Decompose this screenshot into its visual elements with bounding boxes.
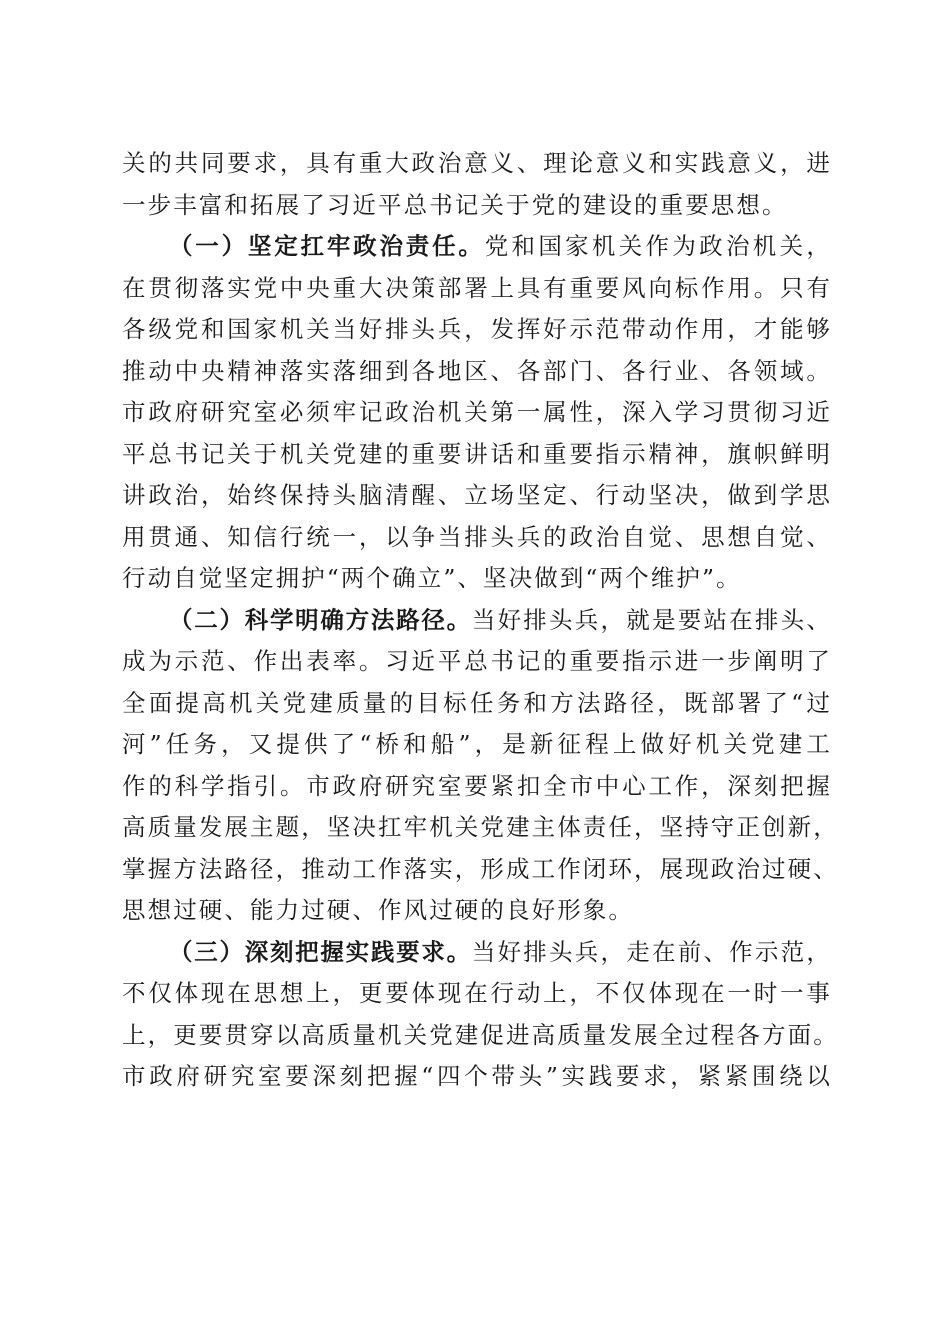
section-heading: （三）深刻把握实践要求。: [169, 937, 472, 966]
text-line: [122, 600, 832, 642]
text-run: 当好排头兵，就是要站在排头、: [471, 605, 832, 634]
text-line: 各级党和国家机关当好排头兵，发挥好示范带动作用，才能够: [122, 315, 832, 343]
text-line: 关的共同要求，具有重大政治意义、理论意义和实践意义，进: [122, 149, 832, 177]
text-line: 行动自觉坚定拥护“两个确立”、坚决做到“两个维护”。: [122, 564, 742, 592]
section-heading: （二）科学明确方法路径。: [169, 605, 472, 634]
text-line: 用贯通、知信行统一，以争当排头兵的政治自觉、思想自觉、: [122, 522, 832, 551]
text-line: [122, 932, 832, 974]
text-line: 市政府研究室必须牢记政治机关第一属性，深入学习贯彻习近: [122, 398, 832, 426]
text-run: 党和国家机关作为政治机关，: [484, 232, 832, 260]
text-line: [122, 226, 832, 268]
text-run: 当好排头兵，走在前、作示范，: [471, 937, 832, 966]
text-line: 全面提高机关党建质量的目标任务和方法路径，既部署了“过: [122, 688, 832, 717]
text-line: 市政府研究室要深刻把握“四个带头”实践要求，紧紧围绕以: [122, 1062, 832, 1090]
text-line: 一步丰富和拓展了习近平总书记关于党的建设的重要思想。: [122, 190, 788, 219]
text-line: 推动中央精神落实落细到各地区、各部门、各行业、各领域。: [122, 356, 832, 385]
text-line: 不仅体现在思想上，更要体现在行动上，不仅体现在一时一事: [122, 979, 832, 1007]
text-line: 平总书记关于机关党建的重要讲话和重要指示精神，旗帜鲜明: [122, 439, 832, 468]
paragraph-section-2: [122, 600, 839, 932]
text-line: 上，更要贯穿以高质量机关党建促进高质量发展全过程各方面。: [122, 1020, 839, 1049]
document-body: [122, 143, 839, 1098]
paragraph-intro: [122, 143, 832, 226]
text-line: 高质量发展主题，坚决扛牢机关党建主体责任，坚持守正创新，: [122, 813, 839, 841]
text-line: 掌握方法路径，推动工作落实，形成工作闭环，展现政治过硬、: [122, 854, 839, 883]
text-line: 成为示范、作出表率。习近平总书记的重要指示进一步阐明了: [122, 647, 832, 675]
text-line: 讲政治，始终保持头脑清醒、立场坚定、行动坚决，做到学思: [122, 481, 832, 509]
text-line: 河”任务，又提供了“桥和船”，是新征程上做好机关党建工: [122, 730, 832, 758]
text-line: 在贯彻落实党中央重大决策部署上具有重要风向标作用。只有: [122, 273, 832, 302]
text-line: 思想过硬、能力过硬、作风过硬的良好形象。: [122, 896, 634, 924]
paragraph-section-3: [122, 932, 839, 1098]
section-heading: （一）坚定扛牢政治责任。: [169, 232, 485, 260]
paragraph-section-1: [122, 226, 832, 600]
text-line: 作的科学指引。市政府研究室要紧扣全市中心工作，深刻把握: [122, 771, 832, 800]
